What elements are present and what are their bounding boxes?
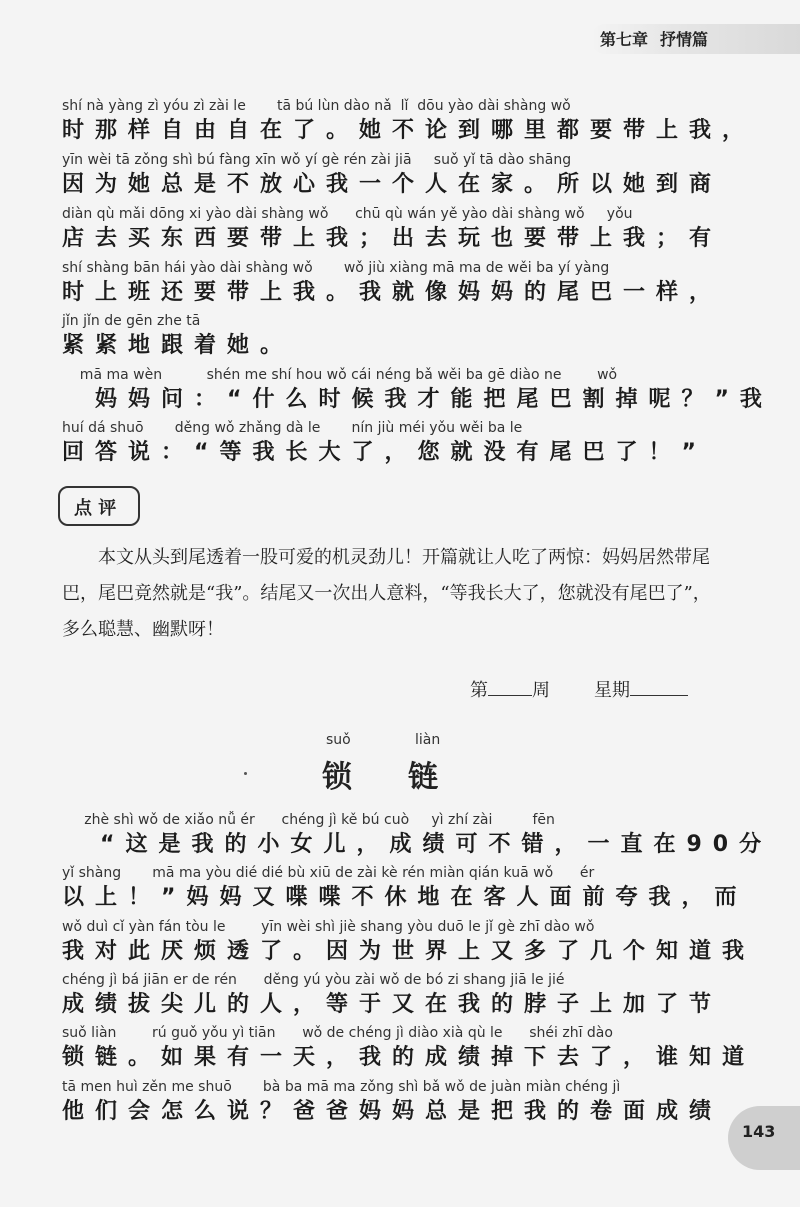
hanzi-line: 时那样自由自在了。她不论到哪里都要带上我， [62,118,756,143]
comment-text: 本文从头到尾透着一股可爱的机灵劲儿！开篇就让人吃了两惊：妈妈居然带尾巴，尾巴竟然就是“我”。结尾又一次出人意料，“等我长大了，您就没有尾巴了”，多么聪慧、幽默呀！ [62,547,711,640]
pinyin-line: huí dá shuō děng wǒ zhǎng dà le nín jiù méi yǒu wěi ba le [62,420,523,436]
pinyin-line: yīn wèi tā zǒng shì bú fàng xīn wǒ yí gè rén zài jiā suǒ yǐ tā dào shāng [62,152,572,168]
pinyin-line: jǐn jǐn de gēn zhe tā [62,313,201,329]
pinyin-line: zhè shì wǒ de xiǎo nǚ ér chéng jì kě bú cuò yì zhí zài fēn [62,812,555,828]
hanzi-line: 成绩拔尖儿的人，等于又在我的脖子上加了节 [62,992,723,1017]
section-label: 抒情篇 [660,30,709,49]
week-day-line [470,676,688,702]
story-title-char: 锁 [322,760,352,795]
hanzi-line: 因为她总是不放心我一个人在家。所以她到商 [62,172,723,197]
hanzi-line: 时上班还要带上我。我就像妈妈的尾巴一样， [62,280,723,305]
pinyin-line: tā men huì zěn me shuō bà ba mā ma zǒng shì bǎ wǒ de juàn miàn chéng jì [62,1079,621,1095]
pinyin-line: shí shàng bān hái yào dài shàng wǒ wǒ jiù xiàng mā ma de wěi ba yí yàng [62,260,610,276]
title-pinyin: suǒ [326,732,351,748]
title-pinyin: liàn [415,732,441,748]
pinyin-line: mā ma wèn shén me shí hou wǒ cái néng bǎ wěi ba gē diào ne wǒ [62,367,618,383]
pinyin-line: chéng jì bá jiān er de rén děng yú yòu zài wǒ de bó zi shang jiā le jié [62,972,565,988]
hanzi-line: “这是我的小女儿，成绩可不错，一直在90分 [100,832,773,857]
hanzi-line: 紧紧地跟着她。 [62,333,294,358]
chapter-header [600,27,720,50]
decorative-dot [244,772,247,775]
week-prefix: 第 [470,680,488,701]
hanzi-line: 妈妈问：“什么时候我才能把尾巴割掉呢？”我 [62,387,773,412]
hanzi-line: 我对此厌烦透了。因为世界上又多了几个知道我 [62,939,756,964]
pinyin-line: yǐ shàng mā ma yòu dié dié bù xiū de zài kè rén miàn qián kuā wǒ ér [62,865,595,881]
pinyin-line: shí nà yàng zì yóu zì zài le tā bú lùn dào nǎ lǐ dōu yào dài shàng wǒ [62,98,571,114]
pinyin-line: diàn qù mǎi dōng xi yào dài shàng wǒ chū qù wán yě yào dài shàng wǒ yǒu [62,206,633,222]
comment-badge-label: 点 评 [74,498,117,519]
week-label: 周 [532,680,550,701]
pinyin-line: suǒ liàn rú guǒ yǒu yì tiān wǒ de chéng jì diào xià qù le shéi zhī dào [62,1025,613,1041]
weekday-blank [630,695,688,696]
weekday-label: 星期 [594,680,630,701]
week-blank [488,695,532,696]
hanzi-line: 以上！”妈妈又喋喋不休地在客人面前夸我，而 [62,885,748,910]
chapter-label: 第七章 [600,30,649,49]
hanzi-line: 回答说：“等我长大了，您就没有尾巴了！” [62,440,707,465]
hanzi-line: 锁链。如果有一天，我的成绩掉下去了，谁知道 [62,1045,756,1070]
hanzi-line: 店去买东西要带上我；出去玩也要带上我；有 [62,226,723,251]
story-title-char: 链 [408,760,438,795]
comment-badge [58,486,140,526]
comment-paragraph [62,540,712,648]
page-number: 143 [742,1122,776,1141]
hanzi-line: 他们会怎么说？爸爸妈妈总是把我的卷面成绩 [62,1099,723,1124]
pinyin-line: wǒ duì cǐ yàn fán tòu le yīn wèi shì jiè shang yòu duō le jǐ gè zhī dào wǒ [62,919,595,935]
